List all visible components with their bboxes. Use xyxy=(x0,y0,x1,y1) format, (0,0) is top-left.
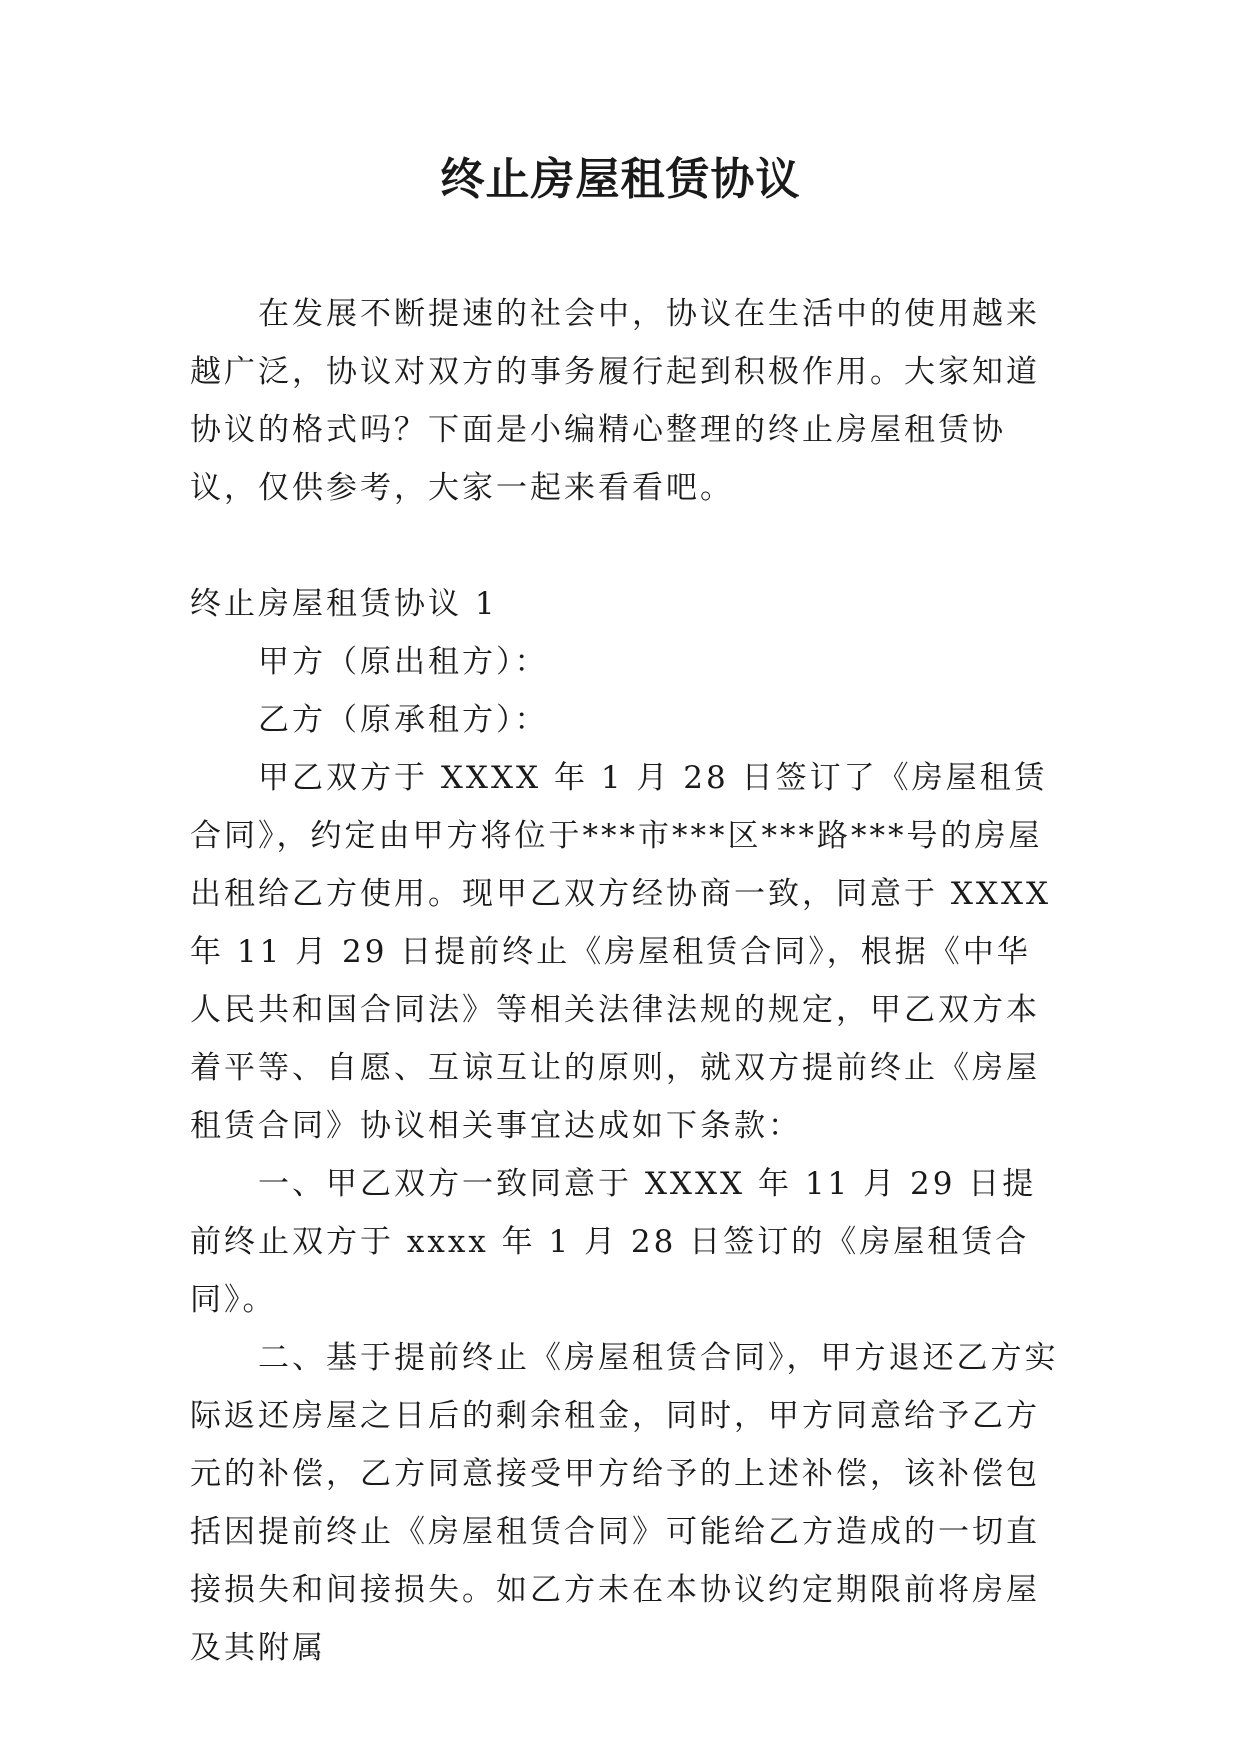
contract-paragraph: 甲乙双方于 XXXX 年 1 月 28 日签订了《房屋租赁合同》，约定由甲方将位于***市***区***路***号的房屋出租给乙方使用。现甲乙双方经协商一致，同意于 XXXX 年 11 月 29 日提前终止《房屋租赁合同》，根据《中华人民共和国合同法》等相关法律法规的规定，甲乙双方本着平等、自愿、互谅互让的原则，就双方提前终止《房屋租赁合同》协议相关事宜达成如下条款： xyxy=(190,760,1052,1144)
section-heading: 终止房屋租赁协议 1 xyxy=(190,586,498,622)
party-b-line: 乙方（原承租方）： xyxy=(258,702,549,738)
party-a-line: 甲方（原出租方）： xyxy=(258,644,549,680)
agreement-section-1 xyxy=(190,575,1060,1677)
document-title: 终止房屋租赁协议 xyxy=(440,154,801,205)
clause-one: 一、甲乙双方一致同意于 XXXX 年 11 月 29 日提前终止双方于 xxxx 年 1 月 28 日签订的《房屋租赁合同》。 xyxy=(190,1166,1037,1318)
clause-two: 二、基于提前终止《房屋租赁合同》，甲方退还乙方实际返还房屋之日后的剩余租金，同时，甲方同意给予乙方元的补偿，乙方同意接受甲方给予的上述补偿，该补偿包括因提前终止《房屋租赁合同》可能给乙方造成的一切直接损失和间接损失。如乙方未在本协议约定期限前将房屋及其附属 xyxy=(190,1340,1059,1666)
intro-paragraph: 在发展不断提速的社会中，协议在生活中的使用越来越广泛，协议对双方的事务履行起到积极作用。大家知道协议的格式吗？下面是小编精心整理的终止房屋租赁协议，仅供参考，大家一起来看看吧。 xyxy=(190,296,1040,506)
